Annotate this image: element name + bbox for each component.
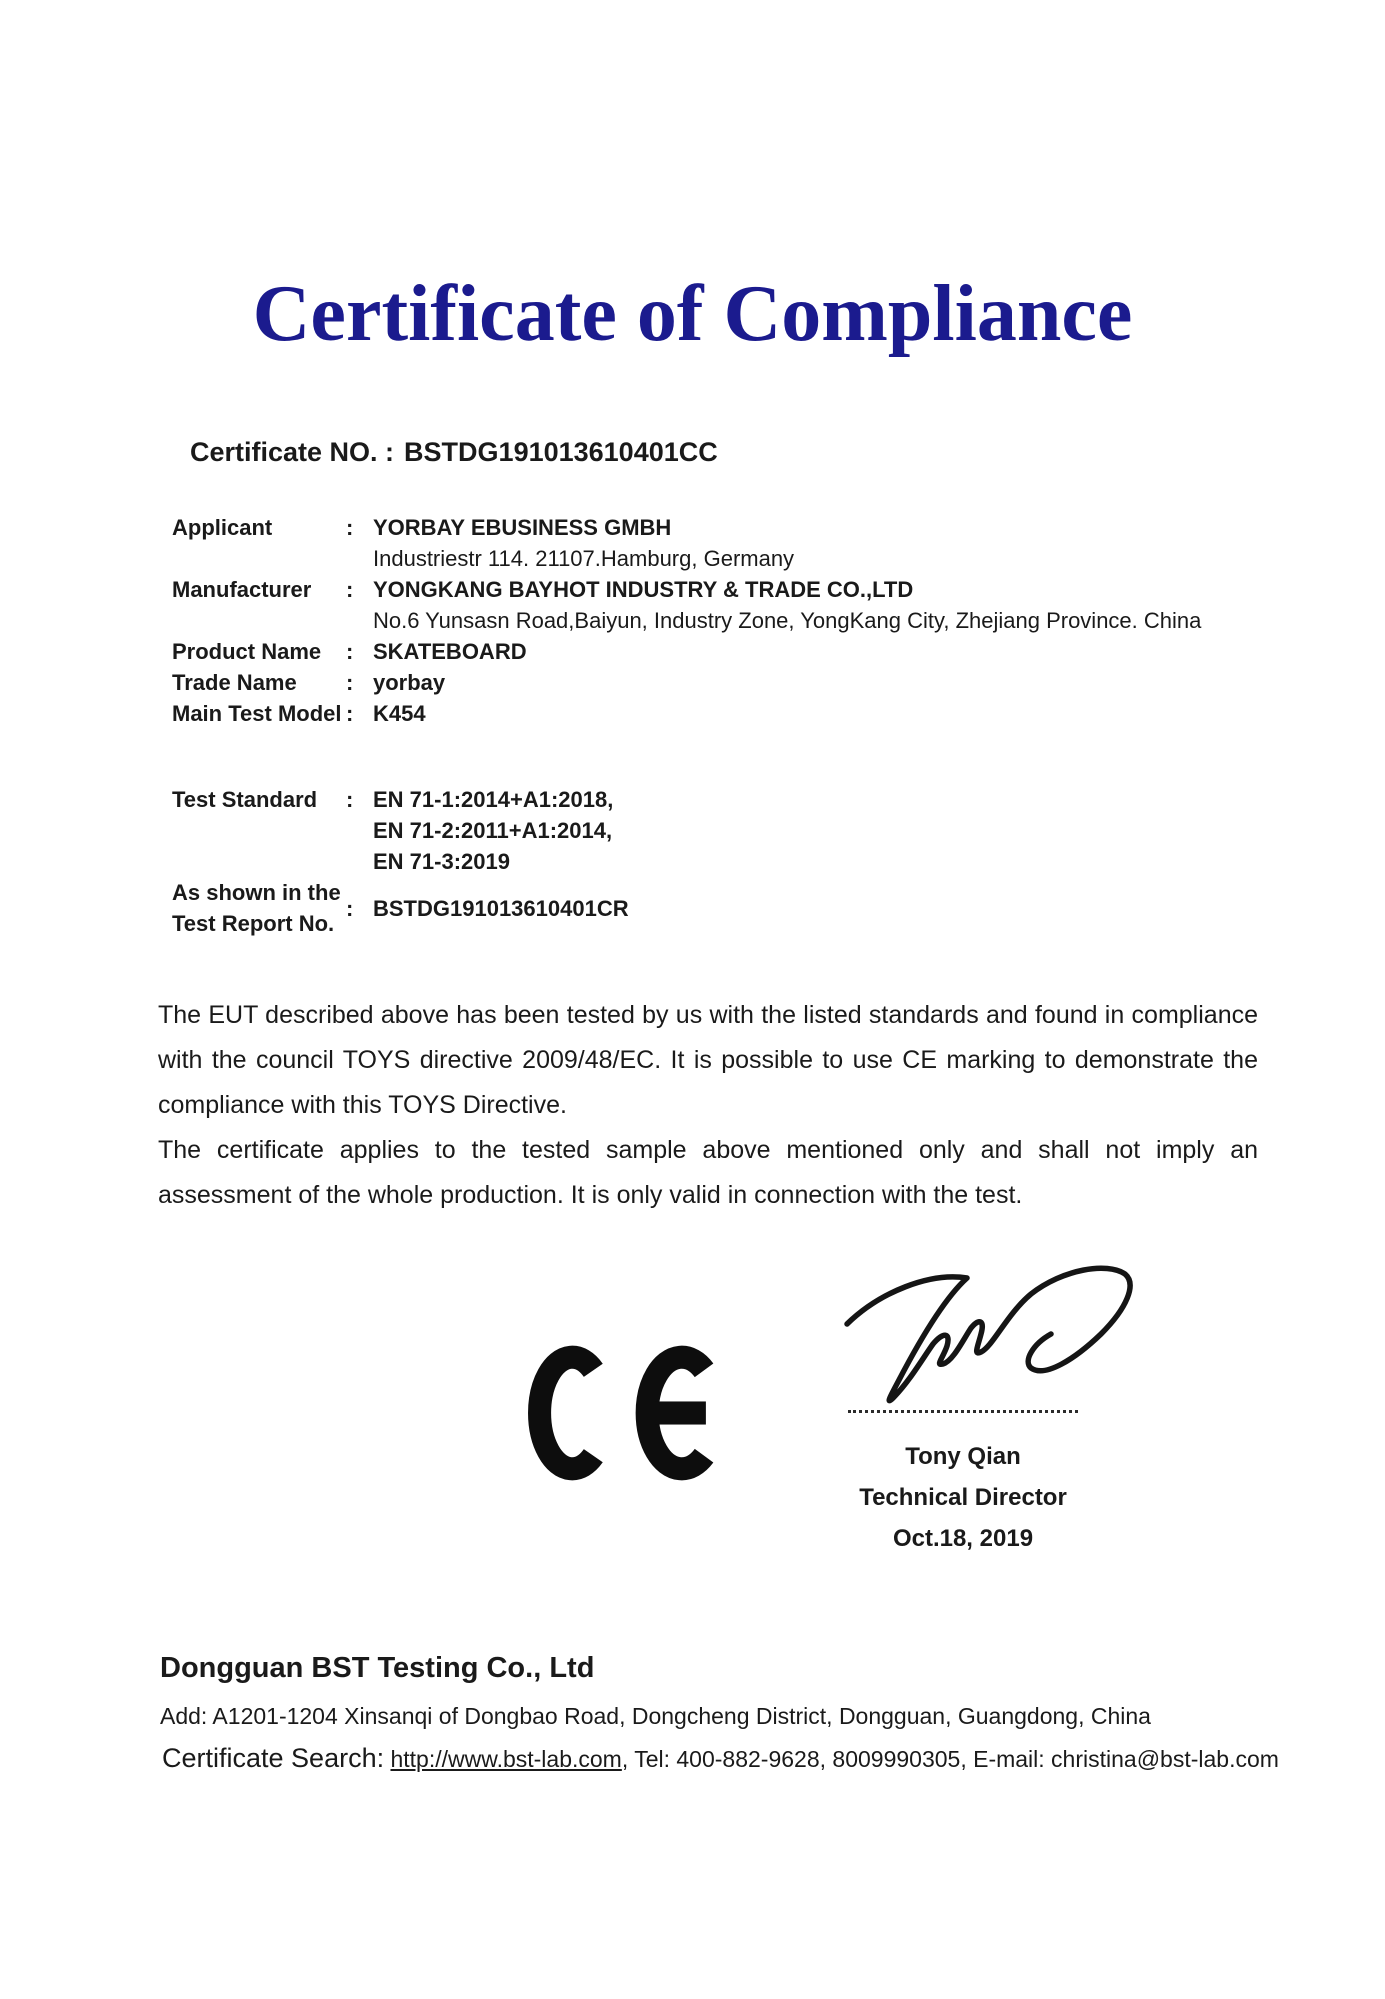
certificate-info-table: [172, 512, 1272, 939]
lab-company-name: Dongguan BST Testing Co., Ltd: [160, 1652, 595, 1684]
manufacturer-address: No.6 Yunsasn Road,Baiyun, Industry Zone, YongKang City, Zhejiang Province. China: [373, 608, 1202, 633]
trade-name-label: Trade Name: [172, 670, 297, 695]
manufacturer-name: YONGKANG BAYHOT INDUSTRY & TRADE CO.,LTD: [373, 577, 914, 602]
certificate-search-url-link[interactable]: http://www.bst-lab.com: [390, 1746, 622, 1772]
product-name-label: Product Name: [172, 639, 322, 664]
product-name-row: [172, 636, 1272, 667]
test-standard-label: Test Standard: [172, 787, 318, 812]
colon-separator: :: [346, 895, 354, 921]
manufacturer-row: [172, 574, 1272, 636]
handwritten-signature-icon: [835, 1256, 1155, 1414]
applicant-label: Applicant: [172, 515, 273, 540]
statement-paragraph-1: The EUT described above has been tested by us with the listed standards and found in compliance with the council TOYS directive 2009/48/EC. It is possible to use CE marking to demonstrate the compliance with this TOYS Directive.: [158, 1001, 1258, 1119]
certificate-number-label: Certificate NO. :: [190, 437, 395, 467]
test-report-number: BSTDG191013610401CR: [373, 895, 629, 921]
test-report-label-line-2: Test Report No.: [172, 911, 335, 936]
certificate-number-value: BSTDG191013610401CC: [404, 437, 718, 467]
test-standard-line-3: EN 71-3:2019: [373, 849, 510, 874]
trade-name-row: [172, 667, 1272, 698]
page-title: Certificate of Compliance: [252, 270, 1133, 358]
signatory-block: [818, 1436, 1108, 1559]
product-name-value: SKATEBOARD: [373, 639, 527, 664]
test-standard-line-2: EN 71-2:2011+A1:2014,: [373, 818, 613, 843]
colon-separator: :: [346, 787, 354, 812]
applicant-row: [172, 512, 1272, 574]
trade-name-value: yorbay: [373, 670, 446, 695]
signature-date: Oct.18, 2019: [892, 1525, 1034, 1552]
colon-separator: :: [346, 577, 354, 602]
colon-separator: :: [346, 670, 354, 695]
certificate-search-line: [162, 1743, 1279, 1774]
lab-address: Add: A1201-1204 Xinsanqi of Dongbao Road, Dongcheng District, Dongguan, Guangdong, China: [160, 1703, 1151, 1729]
test-report-label-line-1: As shown in the: [172, 880, 341, 905]
colon-separator: :: [346, 639, 354, 664]
main-test-model-label: Main Test Model: [172, 701, 342, 726]
ce-mark-icon: [528, 1340, 728, 1486]
main-test-model-value: K454: [373, 701, 426, 726]
main-test-model-row: [172, 698, 1272, 729]
test-standard-line-1: EN 71-1:2014+A1:2018,: [373, 787, 614, 812]
test-standard-row: [172, 784, 1272, 877]
certificate-search-label: Certificate Search:: [162, 1743, 385, 1773]
colon-separator: :: [346, 701, 354, 726]
statement-paragraph-2: The certificate applies to the tested sample above mentioned only and shall not imply an assessment of the whole production. It is only valid in connection with the test.: [158, 1136, 1258, 1209]
applicant-name: YORBAY EBUSINESS GMBH: [373, 515, 672, 540]
certificate-number-line: [190, 437, 718, 468]
certificate-statement: [158, 993, 1258, 1218]
signature-dotted-line: [848, 1410, 1078, 1413]
certificate-search-contact: , Tel: 400-882-9628, 8009990305, E-mail: christina@bst-lab.com: [621, 1746, 1279, 1772]
test-report-row: [172, 877, 1272, 939]
signatory-role: Technical Director: [859, 1484, 1067, 1511]
colon-separator: :: [346, 515, 354, 540]
signatory-name: Tony Qian: [905, 1443, 1021, 1470]
manufacturer-label: Manufacturer: [172, 577, 312, 602]
applicant-address: Industriestr 114. 21107.Hamburg, Germany: [373, 546, 795, 571]
